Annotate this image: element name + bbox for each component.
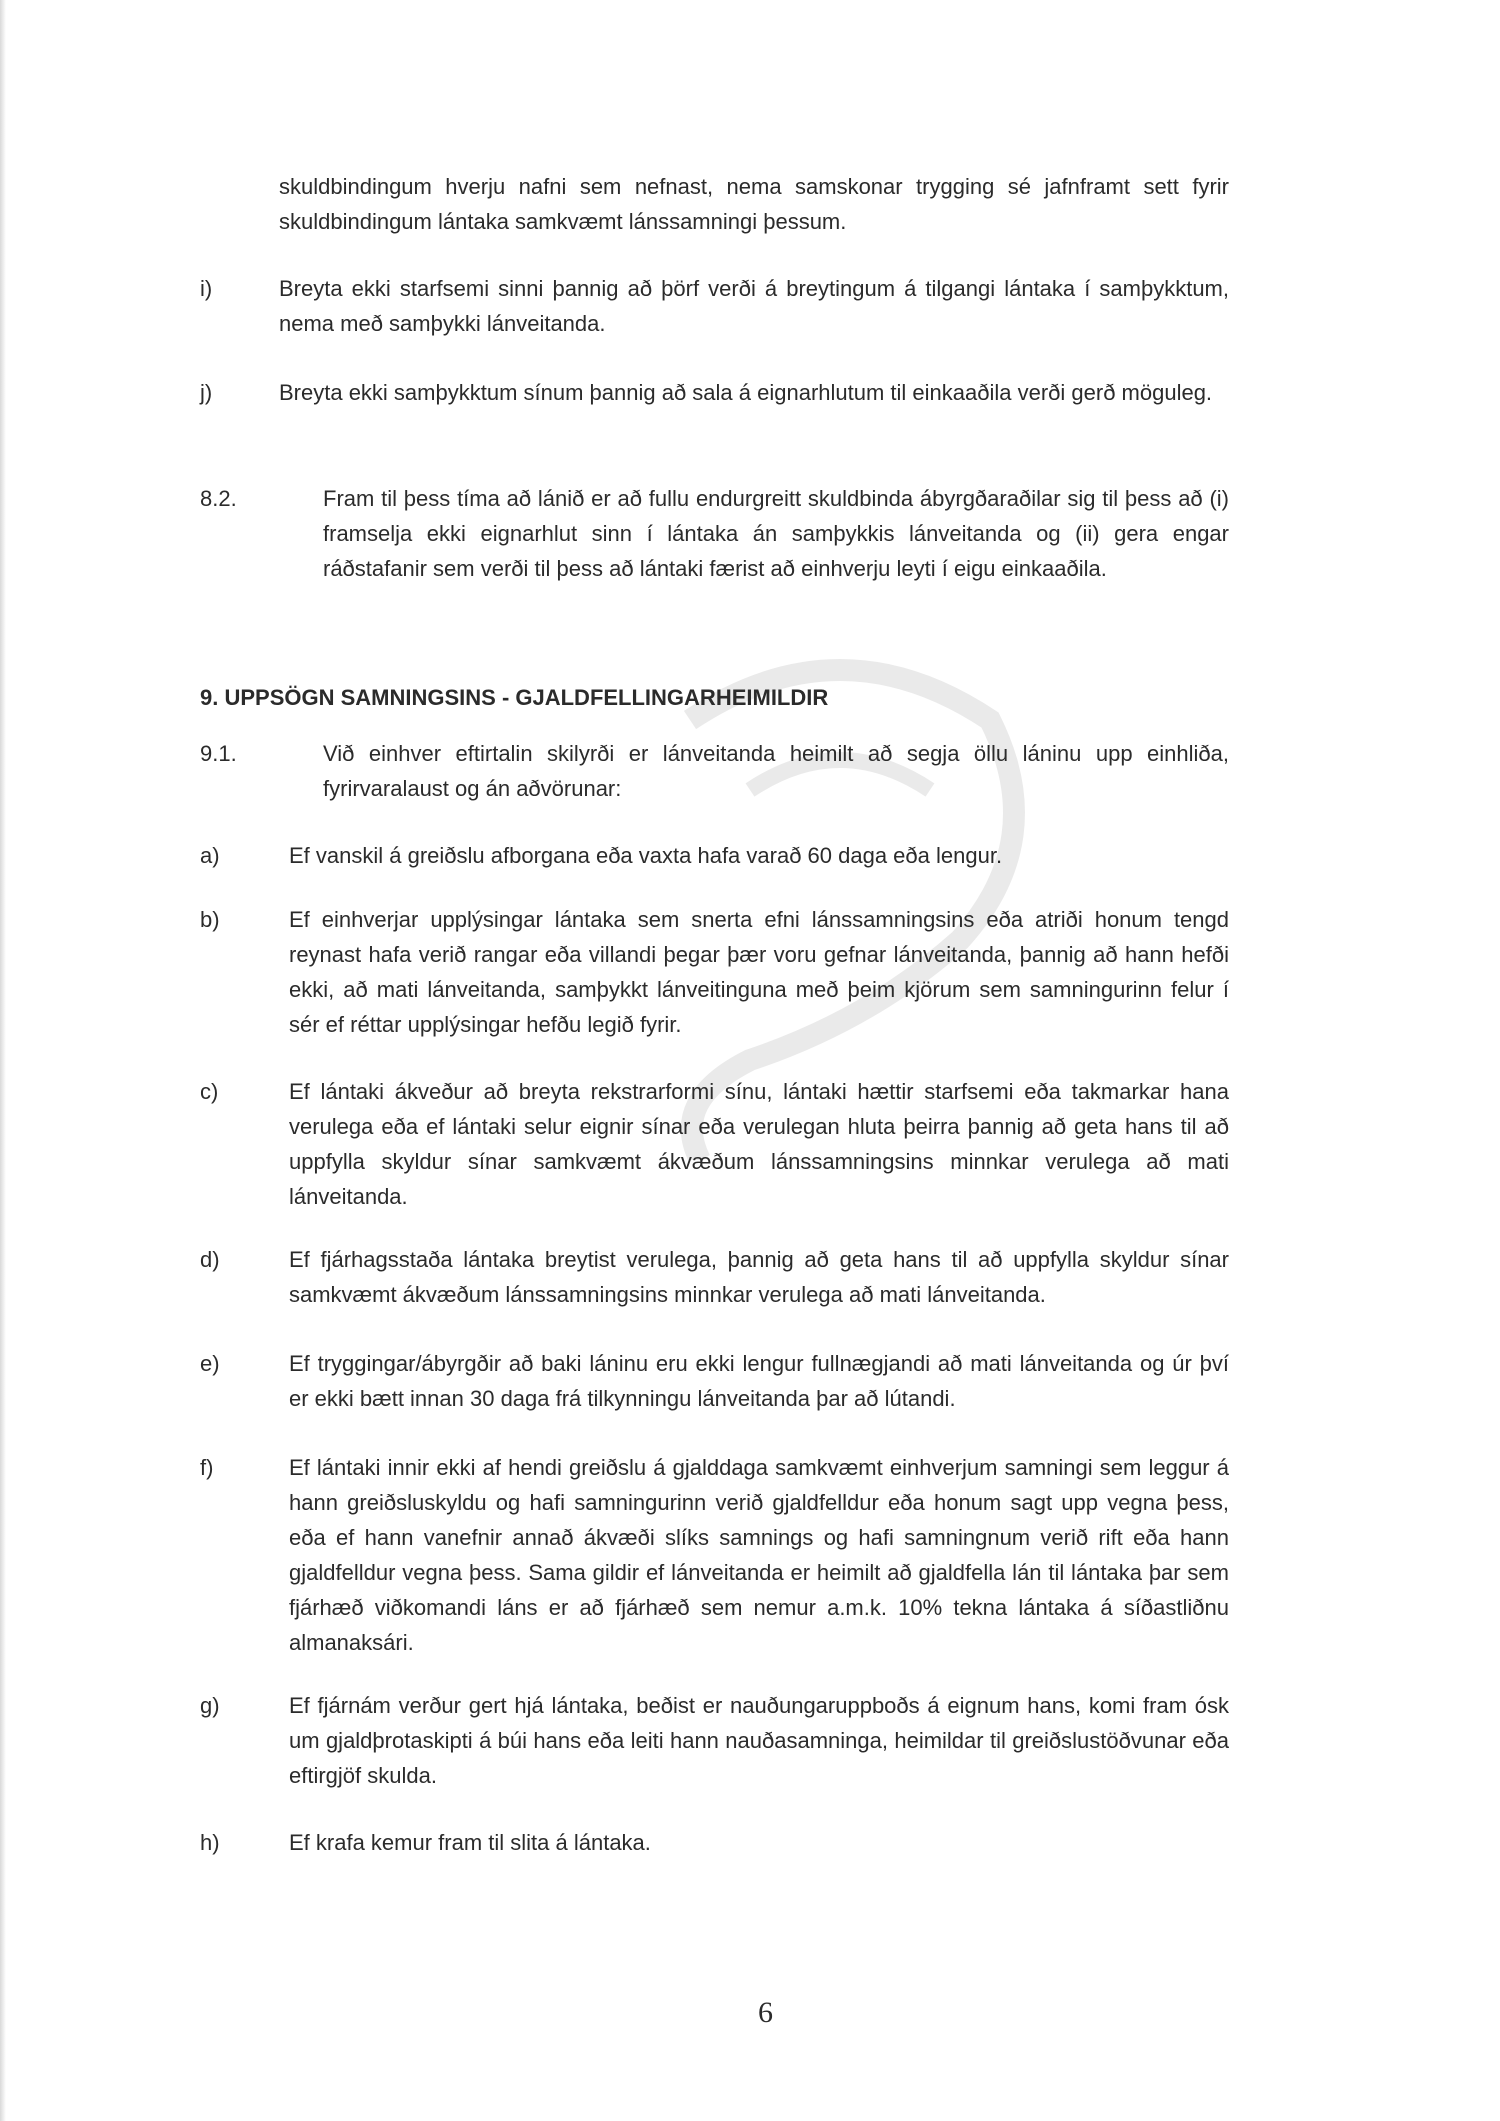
item-f-label: f) [200,1455,214,1480]
item-i-label: i) [200,276,213,301]
item-g-text: Ef fjárnám verður gert hjá lántaka, beðist er nauðungaruppboðs á eignum hans, komi fram ósk um gjaldþrotaskipti á búi hans eða leiti hann nauðasamninga, heimildar til greiðslustöðvunar eða eftirgjöf skulda. [289,1693,1229,1788]
item-b-label: b) [200,907,220,932]
section-9-heading: 9. UPPSÖGN SAMNINGSINS - GJALDFELLINGARHEIMILDIR [200,685,829,710]
item-f-text: Ef lántaki innir ekki af hendi greiðslu á gjalddaga samkvæmt einhverjum samningi sem leggur á hann greiðsluskyldu og hafi samningurinn verið gjaldfelldur eða honum sagt upp vegna þess, eða ef hann vanefnir annað ákvæði slíks samnings og hafi samningnum verið rift eða hann gjaldfelldur vegna þess. Sama gildir ef lánveitanda er heimilt að gjaldfella lán til lántaka þar sem fjárhæð viðkomandi láns er að fjárhæð sem nemur a.m.k. 10% tekna lántaka á síðastliðnu almanaksári. [289,1455,1229,1655]
scan-edge-shadow [0,0,6,2121]
item-j-label: j) [200,380,213,405]
clause-9-1-number: 9.1. [200,741,237,766]
item-g-label: g) [200,1693,220,1718]
intro-paragraph: skuldbindingum hverju nafni sem nefnast, nema samskonar trygging sé jafnframt sett fyrir skuldbindingum lántaka samkvæmt lánssamningi þessum. [279,174,1229,234]
item-a-text: Ef vanskil á greiðslu afborgana eða vaxta hafa varað 60 daga eða lengur. [289,843,1003,868]
item-d-label: d) [200,1247,220,1272]
item-h-label: h) [200,1830,220,1855]
item-e-label: e) [200,1351,220,1376]
clause-8-2-number: 8.2. [200,486,237,511]
clause-8-2-text: Fram til þess tíma að lánið er að fullu endurgreitt skuldbinda ábyrgðaraðilar sig til þess að (i) framselja ekki eignarhlut sinn í lántaka án samþykkis lánveitanda og (ii) gera engar ráðstafanir sem verði til þess að lántaki færist að einhverju leyti í eigu einkaaðila. [323,486,1229,581]
item-b-text: Ef einhverjar upplýsingar lántaka sem snerta efni lánssamningsins eða atriði honum tengd reynast hafa verið rangar eða villandi þegar þær voru gefnar lánveitanda, þannig að hann hefði ekki, að mati lánveitanda, samþykkt lánveitinguna með þeim kjörum sem samningurinn felur í sér ef réttar upplýsingar hefðu legið fyrir. [289,907,1229,1037]
clause-9-1-text: Við einhver eftirtalin skilyrði er lánveitanda heimilt að segja öllu láninu upp einhliða, fyrirvaralaust og án aðvörunar: [323,741,1229,801]
item-e-text: Ef tryggingar/ábyrgðir að baki láninu eru ekki lengur fullnægjandi að mati lánveitanda og úr því er ekki bætt innan 30 daga frá tilkynningu lánveitanda þar að lútandi. [289,1351,1229,1411]
item-i-text: Breyta ekki starfsemi sinni þannig að þörf verði á breytingum á tilgangi lántaka í samþykktum, nema með samþykki lánveitanda. [279,276,1229,336]
item-a-label: a) [200,843,220,868]
item-c-text: Ef lántaki ákveður að breyta rekstrarformi sínu, lántaki hættir starfsemi eða takmarkar hana verulega eða ef lántaki selur eignir sínar eða verulegan hluta þeirra þannig að geta hans til að uppfylla skyldur sínar samkvæmt ákvæðum lánssamningsins minnkar verulega að mati lánveitanda. [289,1079,1229,1209]
page-number: 6 [758,1996,773,2029]
item-j-text: Breyta ekki samþykktum sínum þannig að sala á eignarhlutum til einkaaðila verði gerð möguleg. [279,380,1213,405]
item-h-text: Ef krafa kemur fram til slita á lántaka. [289,1830,651,1855]
item-d-text: Ef fjárhagsstaða lántaka breytist verulega, þannig að geta hans til að uppfylla skyldur sínar samkvæmt ákvæðum lánssamningsins minnkar verulega að mati lánveitanda. [289,1247,1229,1307]
item-c-label: c) [200,1079,219,1104]
